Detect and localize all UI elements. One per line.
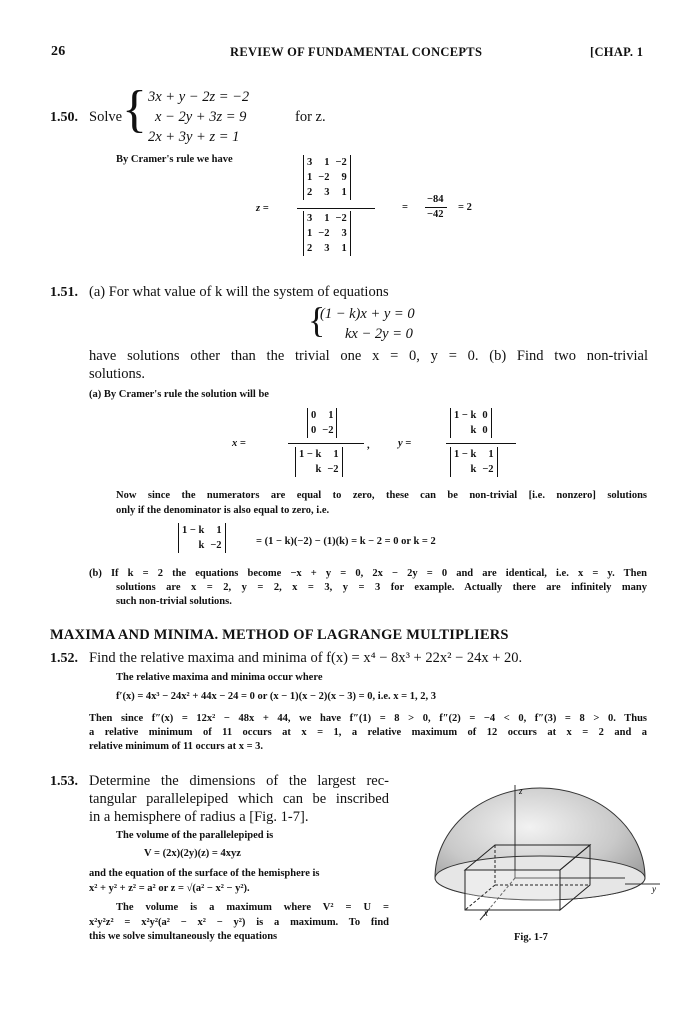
comma: , — [367, 440, 370, 451]
det-cell: −2 — [335, 157, 347, 168]
det-cell: 1 − k — [182, 525, 205, 536]
figure-caption: Fig. 1-7 — [514, 932, 548, 943]
problem-number-1-53: 1.53. — [50, 774, 78, 789]
numerator-determinant — [303, 155, 351, 200]
solve-label: Solve — [89, 109, 123, 125]
solution-1-53-line-6: x²y²z² = x²y²(a² − x² − y²) is a maximum. To find — [89, 917, 389, 928]
solution-line-4: a relative minimum of 11 occurs at x = 1, a relative maximum of 12 occurs at x = 2 and a — [89, 727, 647, 738]
y-equals: y = — [398, 438, 412, 449]
det-cell: 1 — [324, 157, 330, 168]
det-cell: 3 — [307, 157, 313, 168]
question-line-3: solutions. — [89, 366, 145, 382]
det-cell: −2 — [335, 213, 347, 224]
y-denominator-determinant — [450, 447, 498, 477]
det-cell: 1 — [333, 449, 339, 460]
for-z-label: for z. — [295, 109, 326, 125]
explanation-line-1: Now since the numerators are equal to zero, these can be non-trivial [i.e. nonzero] solutions — [116, 490, 647, 501]
x-numerator-determinant — [307, 408, 337, 438]
det-cell: 0 — [311, 425, 317, 436]
system-brace-small: { — [308, 300, 326, 340]
equation-1: 3x + y − 2z = −2 — [148, 89, 250, 105]
x-equals: x = — [232, 438, 246, 449]
det-cell: 0 — [482, 410, 488, 421]
question-1-53-line-1: Determine the dimensions of the largest rec- — [89, 773, 389, 789]
det-cell: k — [470, 464, 477, 475]
x-denominator-determinant — [295, 447, 343, 477]
det-cell: 2 — [307, 243, 313, 254]
det-cell: 0 — [311, 410, 317, 421]
question-line-1: (a) For what value of k will the system of equations — [89, 284, 389, 300]
explanation-line-2: only if the denominator is also equal to zero, i.e. — [116, 505, 330, 516]
system-brace: { — [122, 81, 147, 138]
det-cell: 1 − k — [454, 410, 477, 421]
det-cell: −2 — [327, 464, 339, 475]
chapter-label: [CHAP. 1 — [590, 45, 644, 59]
det-cell: k — [470, 425, 477, 436]
equals-sign: = — [402, 202, 408, 213]
det-cell: k — [198, 540, 205, 551]
running-title: REVIEW OF FUNDAMENTAL CONCEPTS — [230, 45, 483, 59]
det-cell: 3 — [307, 213, 313, 224]
result: = 2 — [458, 202, 472, 213]
answer-b-line-3: such non-trivial solutions. — [116, 596, 232, 607]
cramer-intro: By Cramer's rule we have — [116, 154, 233, 165]
question-1-52: Find the relative maxima and minima of f(x) = x⁴ − 8x³ + 22x² − 24x + 20. — [89, 650, 523, 666]
fraction-numerator: −84 — [427, 194, 444, 205]
solution-line-5: relative minimum of 11 occurs at x = 3. — [89, 741, 264, 752]
hemisphere-figure — [420, 780, 665, 950]
system-eq-1: (1 − k)x + y = 0 — [320, 306, 415, 322]
y-axis-label: y — [652, 884, 656, 894]
determinant-equation: = (1 − k)(−2) − (1)(k) = k − 2 = 0 or k = 2 — [256, 536, 436, 547]
solution-1-53-line-4: x² + y² + z² = a² or z = √(a² − x² − y²). — [89, 883, 250, 894]
denominator-determinant — [303, 211, 351, 256]
det-cell: 1 − k — [299, 449, 322, 460]
det-cell: 1 — [341, 187, 347, 198]
det-cell: −2 — [318, 228, 330, 239]
question-1-53-line-3: in a hemisphere of radius a [Fig. 1-7]. — [89, 809, 309, 825]
det-cell: 3 — [324, 187, 330, 198]
x-axis-label: x — [484, 908, 488, 918]
z-equals: z = — [256, 203, 269, 214]
det-cell: 1 — [307, 172, 313, 183]
question-line-2: have solutions other than the trivial one x = 0, y = 0. (b) Find two non-trivial — [89, 348, 648, 364]
solution-1-53-line-7: this we solve simultaneously the equations — [89, 931, 278, 942]
solution-1-53-line-5: The volume is a maximum where V² = U = — [116, 902, 389, 913]
small-fraction-bar — [425, 207, 447, 208]
solution-line-2: f′(x) = 4x³ − 24x² + 44x − 24 = 0 or (x − 1)(x − 2)(x − 3) = 0, i.e. x = 1, 2, 3 — [116, 691, 436, 702]
det-cell: 1 — [341, 243, 347, 254]
det-cell: 1 — [307, 228, 313, 239]
det-cell: 1 − k — [454, 449, 477, 460]
problem-number-1-51: 1.51. — [50, 285, 78, 300]
det-cell: 3 — [324, 243, 330, 254]
det-cell: 1 — [488, 449, 494, 460]
solution-line-1: The relative maxima and minima occur where — [116, 672, 323, 683]
answer-b-line-2: solutions are x = 2, y = 2, x = 3, y = 3 for example. Actually there are infinitely many — [116, 582, 647, 593]
section-heading: MAXIMA AND MINIMA. METHOD OF LAGRANGE MULTIPLIERS — [50, 627, 509, 643]
solution-1-53-line-3: and the equation of the surface of the hemisphere is — [89, 868, 320, 879]
det-cell: −2 — [210, 540, 222, 551]
det-cell: k — [315, 464, 322, 475]
det-cell: 3 — [341, 228, 347, 239]
denominator-determinant-eq — [178, 523, 226, 553]
page-number: 26 — [51, 44, 66, 59]
fraction-denominator: −42 — [427, 209, 444, 220]
system-eq-2: kx − 2y = 0 — [345, 326, 413, 342]
equation-2: x − 2y + 3z = 9 — [155, 109, 247, 125]
problem-number-1-50: 1.50. — [50, 110, 78, 125]
y-fraction-bar — [446, 443, 516, 444]
det-cell: −2 — [318, 172, 330, 183]
question-1-53-line-2: tangular parallelepiped which can be inscribed — [89, 791, 389, 807]
problem-number-1-52: 1.52. — [50, 651, 78, 666]
solution-1-53-line-2: V = (2x)(2y)(z) = 4xyz — [144, 848, 241, 859]
det-cell: −2 — [482, 464, 494, 475]
answer-a-intro: (a) By Cramer's rule the solution will be — [89, 389, 269, 400]
det-cell: −2 — [322, 425, 334, 436]
z-axis-label: z — [519, 786, 523, 796]
solution-line-3: Then since f″(x) = 12x² − 48x + 44, we have f″(1) = 8 > 0, f″(2) = −4 < 0, f″(3) = 8 > 0. Thus — [89, 713, 647, 724]
det-cell: 1 — [324, 213, 330, 224]
solution-1-53-line-1: The volume of the parallelepiped is — [116, 830, 274, 841]
det-cell: 9 — [341, 172, 347, 183]
answer-b-line-1: (b) If k = 2 the equations become −x + y = 0, 2x − 2y = 0 and are identical, i.e. x = y. Then — [89, 568, 647, 579]
det-cell: 1 — [328, 410, 334, 421]
fraction-bar — [297, 208, 375, 209]
det-cell: 2 — [307, 187, 313, 198]
det-cell: 0 — [482, 425, 488, 436]
x-fraction-bar — [288, 443, 364, 444]
y-numerator-determinant — [450, 408, 492, 438]
equation-3: 2x + 3y + z = 1 — [148, 129, 240, 145]
det-cell: 1 — [216, 525, 222, 536]
